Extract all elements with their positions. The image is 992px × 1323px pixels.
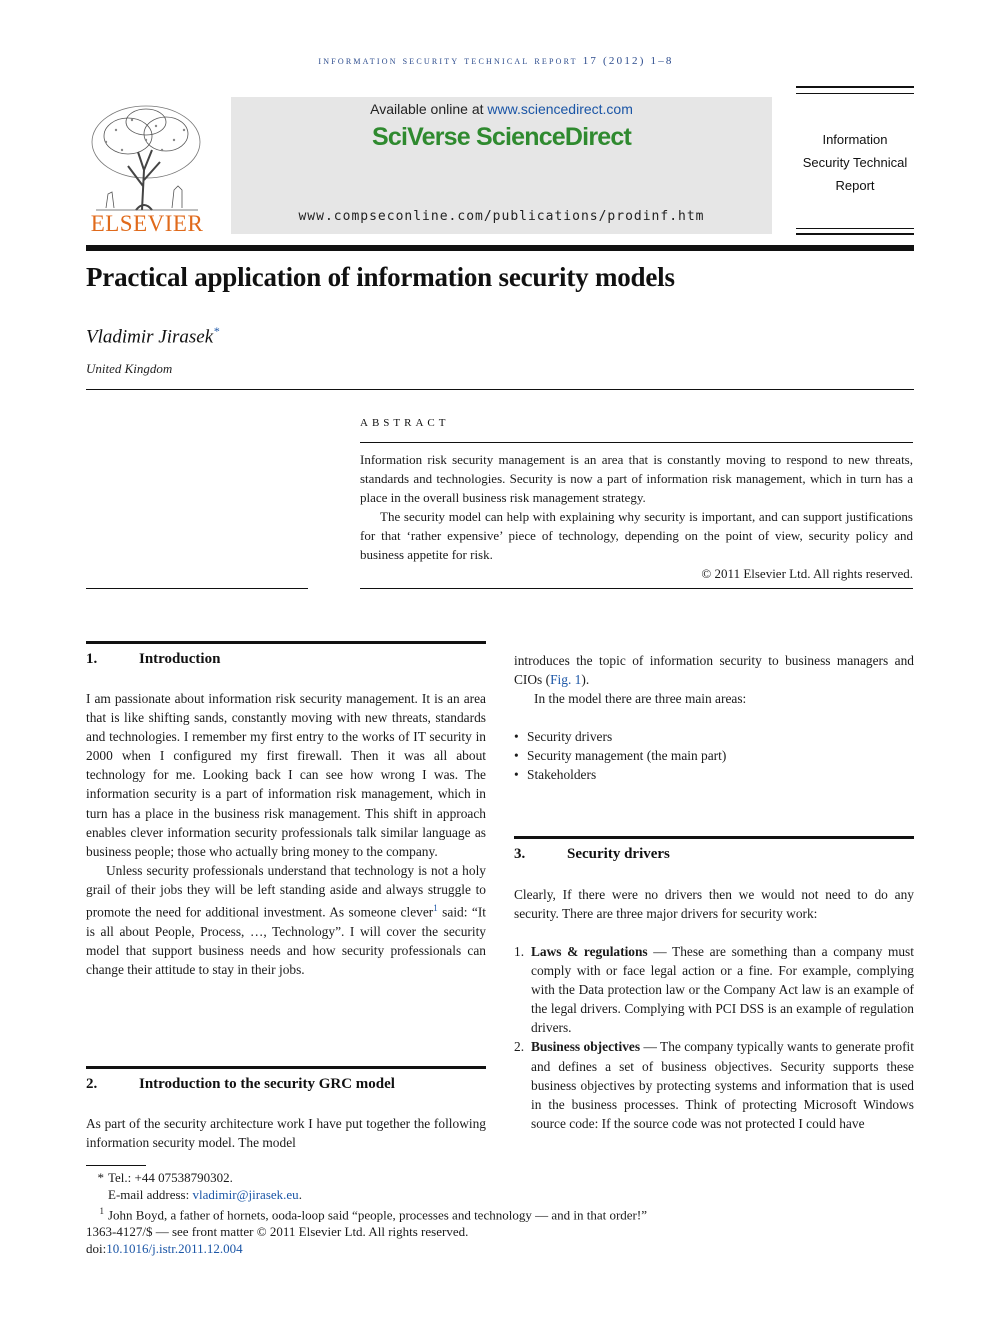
section-1-body: [86, 689, 486, 979]
footnote-1-mark[interactable]: 1: [433, 903, 438, 914]
elsevier-logo: [86, 100, 208, 236]
sciencedirect-link[interactable]: www.sciencedirect.com: [487, 101, 633, 117]
abstract-rule-bottom: [360, 588, 913, 589]
journal-name-top-rule: [796, 86, 914, 88]
abstract-heading: ABSTRACT: [360, 417, 450, 429]
section-2-continued: introduces the topic of information security to business managers and CIOs (Fig. 1).: [514, 653, 914, 688]
available-online-text: Available online at www.sciencedirect.com: [370, 101, 633, 117]
author-affiliation: United Kingdom: [86, 361, 173, 376]
section-2-number: 2.: [86, 1076, 98, 1092]
section-3-title: Security drivers: [567, 846, 670, 862]
footnote-rule: [86, 1165, 146, 1166]
abstract-rule-top: [360, 442, 913, 443]
author-footnote-mark[interactable]: *: [213, 324, 220, 338]
section-1-paragraph-2: Unless security professionals understand that technology is not a holy grail of their jobs they will be left standing aside and always struggle to promote the need for additional investment. As someone clever$^1$ said: “It is all about People, Process, …, Technology”. I will cover the security model that support business needs and how security professionals can change their attitude to stay in their jobs.: [86, 862, 486, 977]
sciencedirect-banner: [231, 97, 772, 234]
journal-url[interactable]: www.compseconline.com/publications/prodinf.htm: [298, 209, 705, 224]
right-column-intro: [514, 651, 914, 708]
list-item: • Security drivers: [514, 727, 914, 746]
abstract-copyright: © 2011 Elsevier Ltd. All rights reserved.: [701, 566, 913, 581]
section-2-rule: [86, 1066, 486, 1069]
section-1-rule: [86, 641, 486, 644]
journal-name-bottom-rule-thin: [796, 228, 914, 229]
affiliation-rule: [86, 389, 914, 390]
section-1-title: Introduction: [139, 651, 221, 667]
elsevier-tree-icon: [86, 100, 208, 236]
left-info-rule: [86, 588, 308, 589]
main-areas-intro: In the model there are three main areas:: [534, 691, 747, 707]
section-2-body: [86, 1114, 486, 1152]
driver-term: Business objectives: [531, 1039, 641, 1055]
section-3-rule: [514, 836, 914, 839]
list-item: • Security management (the main part): [514, 746, 914, 765]
abstract-paragraph-2: The security model can help with explaining why security is important, and can support justifications for that ‘rather expensive’ piece of technology, depending on the point of view, security policy and business appetite for risk.: [360, 509, 913, 562]
list-item: 1. Laws & regulations — These are something than a company must comply with or face legal action or a fine. For example, complying with the Data protection law or the Company Act law is an example of the legal drivers. Complying with PCI DSS is an example of regulation drivers.: [514, 944, 914, 1036]
sciverse-brand[interactable]: SciVerse ScienceDirect: [372, 123, 631, 151]
abstract-paragraph-1: Information risk security management is an area that is constantly moving to respond to new threats, standards and technologies. Security is now a part of information risk management, which in turn has a place in the overall business risk management strategy.: [360, 452, 913, 505]
journal-header: information security technical report 17 (2012) 1–8: [318, 55, 674, 67]
author-name: Vladimir Jirasek*: [86, 324, 220, 348]
section-3-paragraph-1: Clearly, If there were no drivers then we would not need to do any security. There are three major drivers for security work:: [514, 887, 914, 922]
section-2-paragraph-1: As part of the security architecture work I have put together the following information security model. The model: [86, 1116, 486, 1151]
security-drivers-list: [514, 942, 914, 1133]
doi-link[interactable]: 10.1016/j.istr.2011.12.004: [106, 1240, 243, 1256]
section-1-paragraph-1: I am passionate about information risk security management. It is an area that is like shifting sands, constantly moving with new threats, standards and technologies. I remember my first entry to the works of IT security in 2000 when I configured my first firewall. Then it was all about technology for me. Looking back I can see how wrong I was. The information security is a part of information risk management, which in turn has a place in the business risk management. This shift in approach enables clever information security professionals talk similar language as business people; those who actually bring money to the company.: [86, 691, 486, 859]
email-link[interactable]: vladimir@jirasek.eu: [192, 1186, 299, 1202]
list-item: • Stakeholders: [514, 765, 914, 784]
footnote-email: E-mail address: vladimir@jirasek.eu.: [108, 1186, 302, 1202]
section-2-title: Introduction to the security GRC model: [139, 1076, 395, 1092]
section-1-number: 1.: [86, 651, 98, 667]
list-item: 2. Business objectives — The company typically wants to generate profit and defines a set of business objectives. Security supports these business objectives by protecting systems and information that is used in the business processes. Think of protecting Microsoft Windows source code: If the source code was not protected I could have: [514, 1039, 914, 1131]
issn-line: 1363-4127/$ — see front matter © 2011 Elsevier Ltd. All rights reserved.: [86, 1224, 469, 1240]
journal-name-bottom-rule: [796, 233, 914, 235]
footnotes: [86, 1170, 916, 1257]
footnote-1: $^1$ John Boyd, a father of hornets, ooda-loop said “people, processes and technology — and in that order!”: [99, 1206, 647, 1223]
journal-name-top-rule-thin: [796, 93, 914, 94]
header-rule: [86, 245, 914, 251]
journal-name: Information Security Technical Report: [802, 132, 908, 193]
footnote-tel: * Tel.: +44 07538790302.: [97, 1170, 233, 1185]
figure-1-link[interactable]: Fig. 1: [550, 672, 582, 688]
main-areas-list: [514, 727, 914, 784]
elsevier-wordmark: ELSEVIER: [90, 211, 204, 236]
article-title: Practical application of information security models: [86, 262, 675, 292]
doi-line: doi:10.1016/j.istr.2011.12.004: [86, 1240, 243, 1256]
section-3-intro: [514, 885, 914, 923]
section-3-number: 3.: [514, 846, 526, 862]
driver-term: Laws & regulations: [531, 944, 648, 959]
